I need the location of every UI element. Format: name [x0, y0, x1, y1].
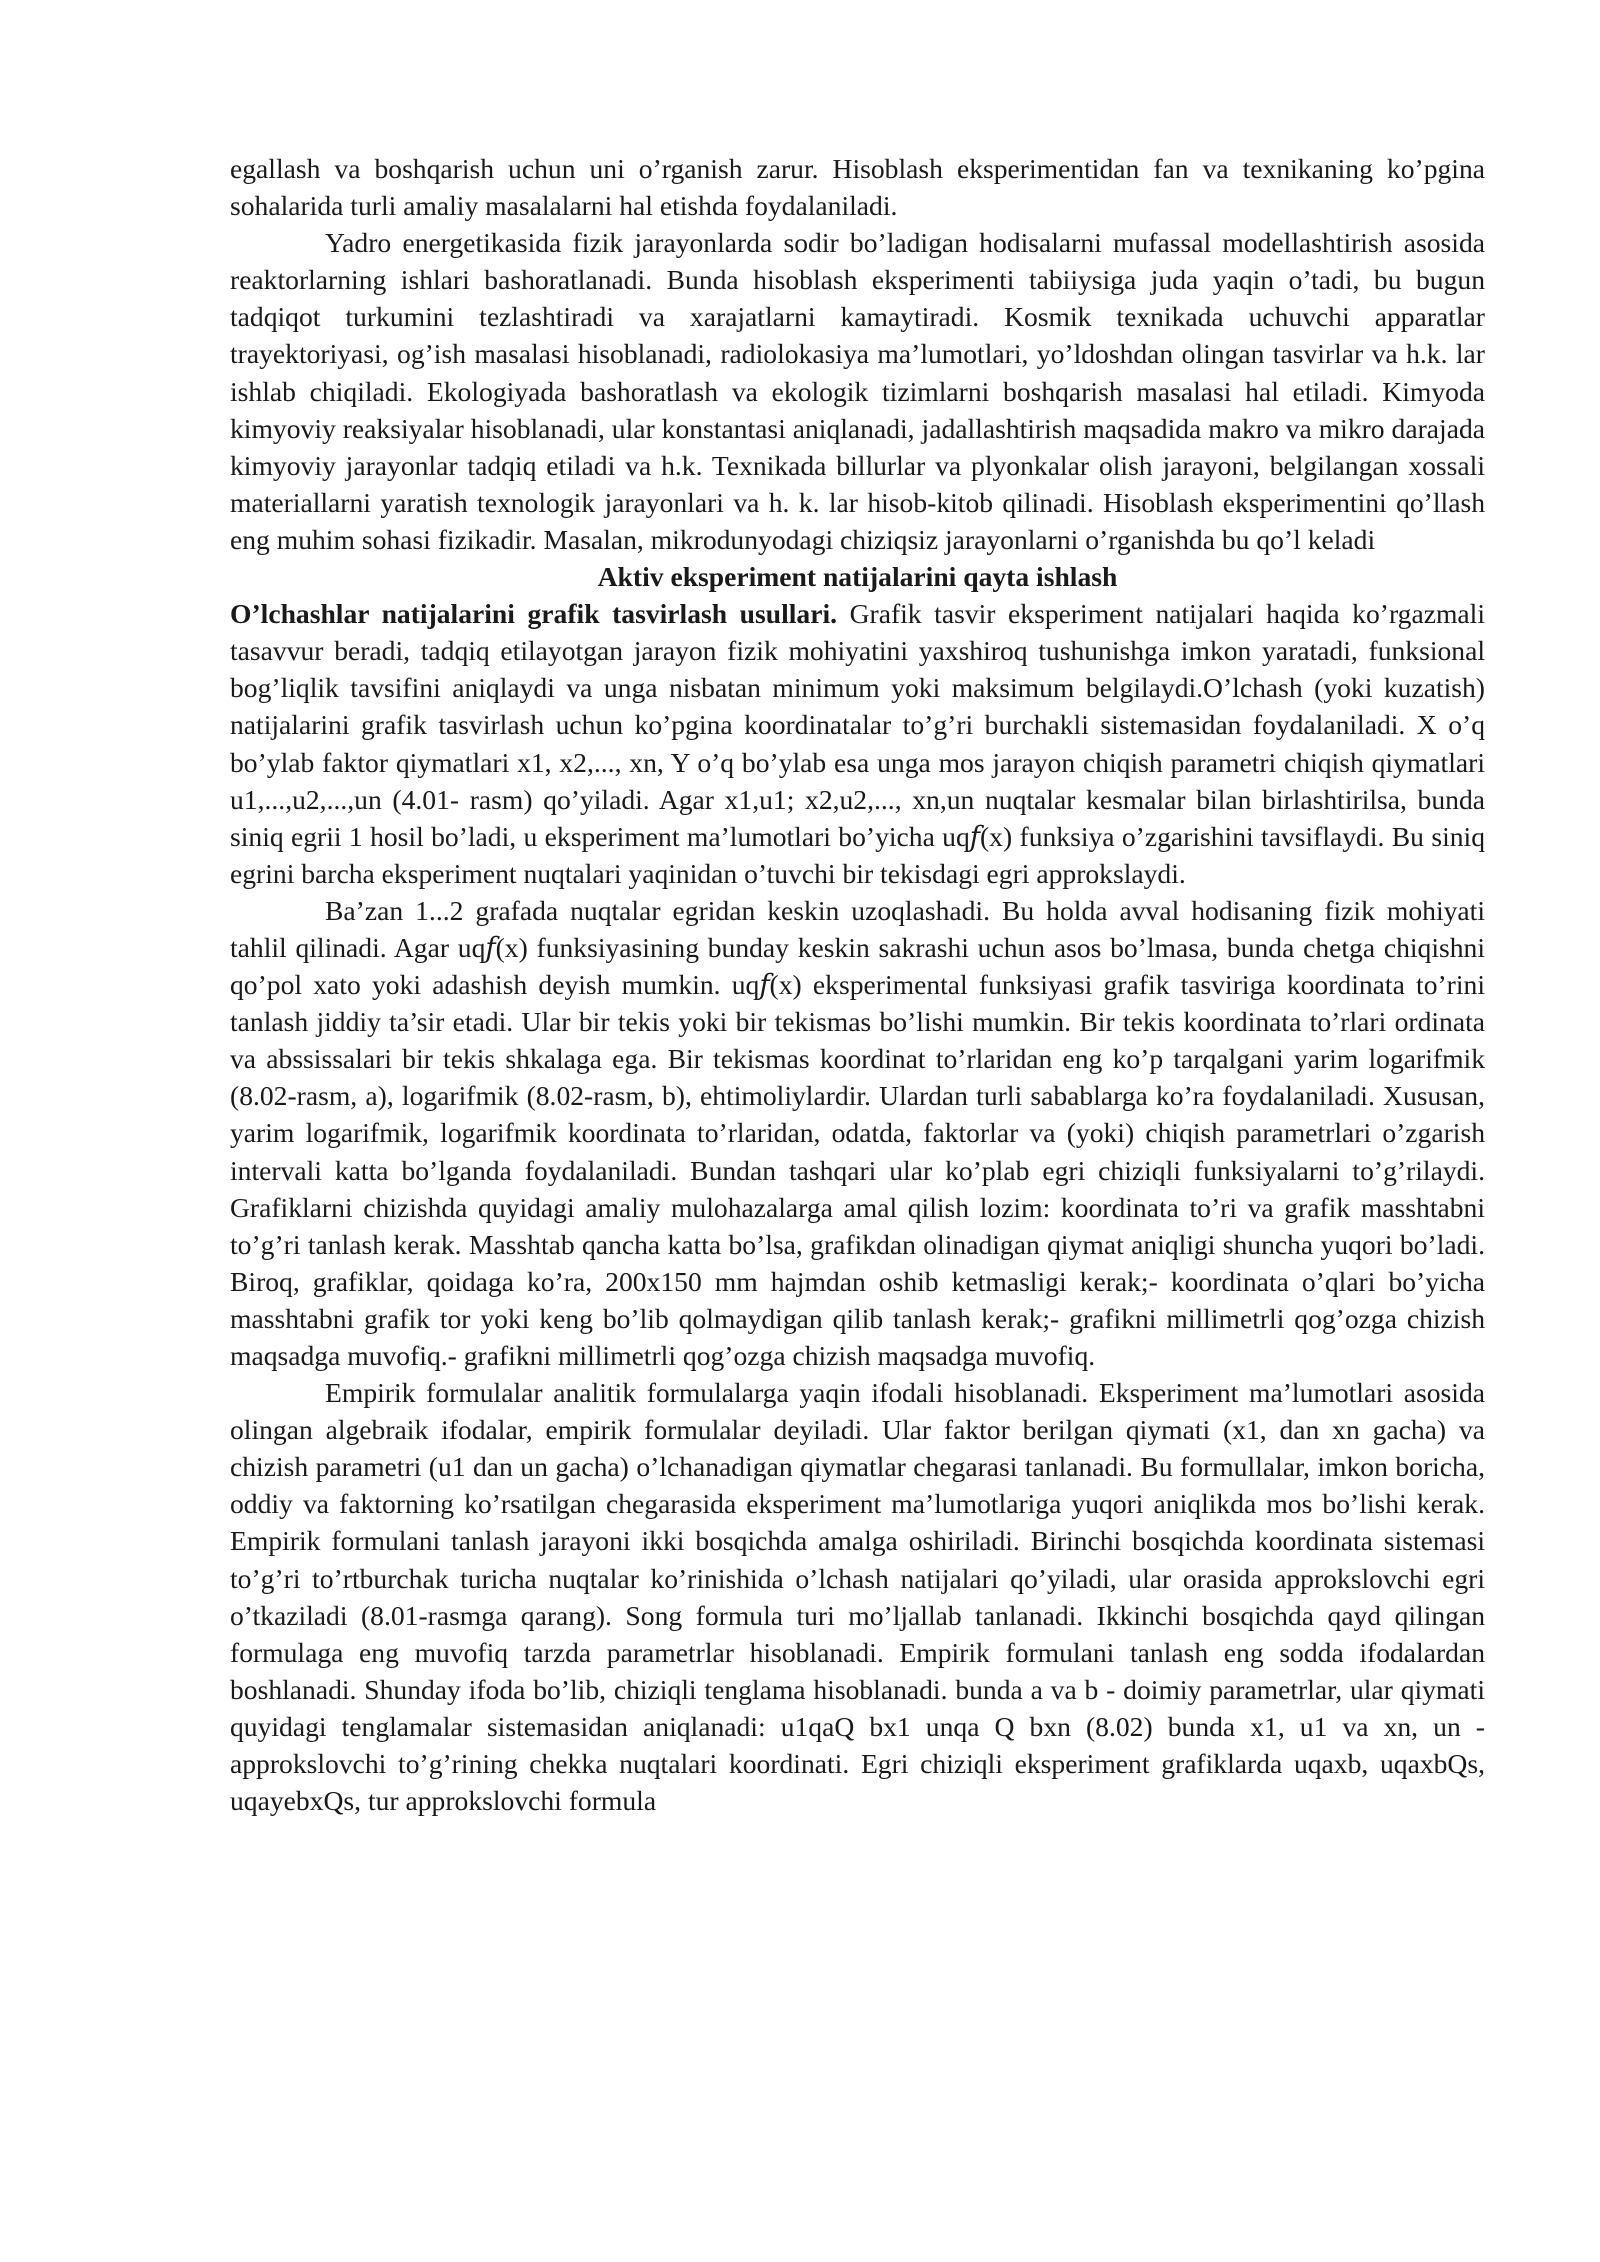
paragraph-applications: Yadro energetikasida fizik jarayonlarda sodir bo’ladigan hodisalarni mufassal modellashtirish asosida reaktorlarning ishlari bashoratlanadi. Bunda hisoblash eksperimenti tabiiysiga juda yaqin o’tadi, bu bugun tadqiqot turkumini tezlashtiradi va xarajatlarni kamaytiradi. Kosmik texnikada uchuvchi apparatlar trayektoriyasi, og’ish masalasi hisoblanadi, radiolokasiya ma’lumotlari, yo’ldoshdan olingan tasvirlar va h.k. lar ishlab chiqiladi. Ekologiyada bashoratlash va ekologik tizimlarni boshqarish masalasi hal etiladi. Kimyoda kimyoviy reaksiyalar hisoblanadi, ular konstantasi aniqlanadi, jadallashtirish maqsadida makro va mikro darajada kimyoviy jarayonlar tadqiq etiladi va h.k. Texnikada billurlar va plyonkalar olish jarayoni, belgilangan xossali materiallarni yaratish texnologik jarayonlari va h. k. lar hisob-kitob qilinadi. Hisoblash eksperimentini qo’llash eng muhim sohasi fizikadir. Masalan, mikrodunyodagi chiziqsiz jarayonlarni o’rganishda bu qo’l keladi — [230, 227, 1485, 555]
document-page — [230, 150, 1485, 1819]
paragraph-graphic-methods — [230, 595, 1485, 892]
paragraph-graphic-methods-text: Grafik tasvir eksperiment natijalari haqida ko’rgazmali tasavvur beradi, tadqiq etilayotgan jarayon fizik mohiyatini yaxshiroq tushunishga imkon yaratadi, funksional bog’liqlik tavsifini aniqlaydi va unga nisbatan minimum yoki maksimum belgilaydi.O’lchash (yoki kuzatish) natijalarini grafik tasvirlash uchun ko’pgina koordinatalar to’g’ri burchakli sistemasidan foydalaniladi. X o’q bo’ylab faktor qiymatlari x1, x2,..., xn, Y o’q bo’ylab esa unga mos jarayon chiqish parametri chiqish qiymatlari u1,...,u2,...,un (4.01- rasm) qo’yiladi. Agar x1,u1; x2,u2,..., xn,un nuqtalar kesmalar bilan birlashtirilsa, bunda siniq egrii 1 hosil bo’ladi, u eksperiment ma’lumotlari bo’yicha uq𝑓(x) funksiya o’zgarishini tavsiflaydi. Bu siniq egrini barcha eksperiment nuqtalari yaqinidan o’tuvchi bir tekisdagi egri approkslaydi. — [230, 598, 1485, 889]
paragraph-coordinate-grids: Ba’zan 1...2 grafada nuqtalar egridan keskin uzoqlashadi. Bu holda avval hodisaning fizik mohiyati tahlil qilinadi. Agar uq𝑓(x) funksiyasining bunday keskin sakrashi uchun asos bo’lmasa, bunda chetga chiqishni qo’pol xato yoki adashish deyish mumkin. uq𝑓(x) eksperimental funksiyasi grafik tasviriga koordinata to’rini tanlash jiddiy ta’sir etadi. Ular bir tekis yoki bir tekismas bo’lishi mumkin. Bir tekis koordinata to’rlari ordinata va abssissalari bir tekis shkalaga ega. Bir tekismas koordinat to’rlaridan eng ko’p tarqalgani yarim logarifmik (8.02-rasm, a), logarifmik (8.02-rasm, b), ehtimoliylardir. Ulardan turli sabablarga ko’ra foydalaniladi. Xususan, yarim logarifmik, logarifmik koordinata to’rlaridan, odatda, faktorlar va (yoki) chiqish parametrlari o’zgarish intervali katta bo’lganda foydalaniladi. Bundan tashqari ular ko’plab egri chiziqli funksiyalarni to’g’rilaydi. Grafiklarni chizishda quyidagi amaliy mulohazalarga amal qilish lozim: koordinata to’ri va grafik masshtabni to’g’ri tanlash kerak. Masshtab qancha katta bo’lsa, grafikdan olinadigan qiymat aniqligi shuncha yuqori bo’ladi. Biroq, grafiklar, qoidaga ko’ra, 200x150 mm hajmdan oshib ketmasligi kerak;- koordinata o’qlari bo’yicha masshtabni grafik tor yoki keng bo’lib qolmaydigan qilib tanlash kerak;- grafikni millimetrli qog’ozga chizish maqsadga muvofiq.- grafikni millimetrli qog’ozga chizish maqsadga muvofiq. — [230, 894, 1485, 1371]
paragraph-empirical-formulas: Empirik formulalar analitik formulalarga yaqin ifodali hisoblanadi. Eksperiment ma’lumotlari asosida olingan algebraik ifodalar, empirik formulalar deyiladi. Ular faktor berilgan qiymati (x1, dan xn gacha) va chizish parametri (u1 dan un gacha) o’lchanadigan qiymatlar chegarasi tanlanadi. Bu formullalar, imkon boricha, oddiy va faktorning ko’rsatilgan chegarasida eksperiment ma’lumotlariga yuqori aniqlikda mos bo’lishi kerak. Empirik formulani tanlash jarayoni ikki bosqichda amalga oshiriladi. Birinchi bosqichda koordinata sistemasi to’g’ri to’rtburchak turicha nuqtalar ko’rinishida o’lchash natijalari qo’yiladi, ular orasida approkslovchi egri o’tkaziladi (8.01-rasmga qarang). Song formula turi mo’ljallab tanlanadi. Ikkinchi bosqichda qayd qilingan formulaga eng muvofiq tarzda parametrlar hisoblanadi. Empirik formulani tanlash eng sodda ifodalardan boshlanadi. Shunday ifoda bo’lib, chiziqli tenglama hisoblanadi. bunda a va b - doimiy parametrlar, ular qiymati quyidagi tenglamalar sistemasidan aniqlanadi: u1qaQ bx1 unqa Q bxn (8.02) bunda x1, u1 va xn, un - approkslovchi to’g’rining chekka nuqtalari koordinati. Egri chiziqli eksperiment grafiklarda uqaxb, uqaxbQs, uqayebxQs, tur approkslovchi formula — [230, 1377, 1485, 1817]
paragraph-intro: egallash va boshqarish uchun uni o’rganish zarur. Hisoblash eksperimentidan fan va texnikaning ko’pgina sohalarida turli amaliy masalalarni hal etishda foydalaniladi. — [230, 153, 1485, 222]
section-heading: Aktiv eksperiment natijalarini qayta ishlash — [597, 561, 1118, 593]
paragraph-lead-title: O’lchashlar natijalarini grafik tasvirlash usullari. — [230, 598, 838, 630]
